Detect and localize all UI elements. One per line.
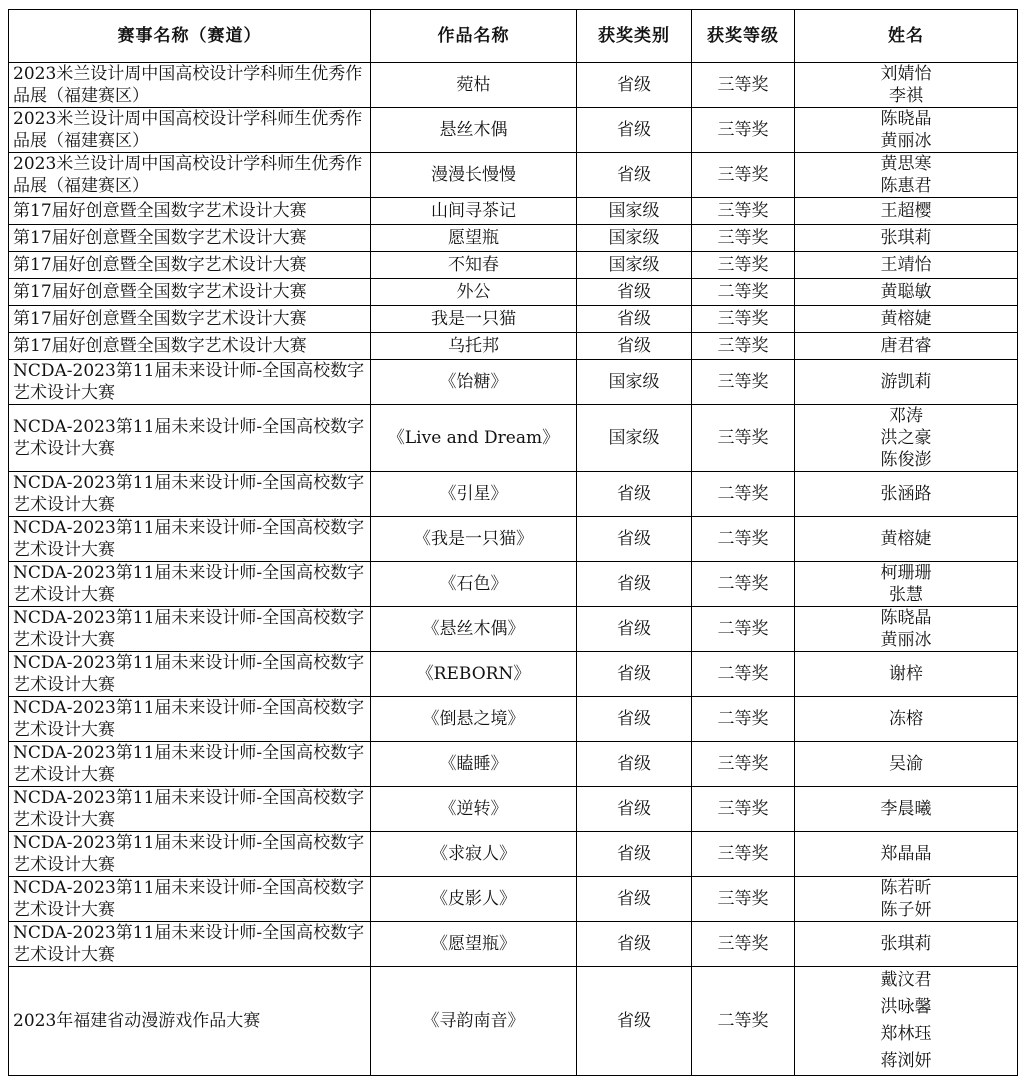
person-name: 郑林珏 [880, 1024, 932, 1044]
cell-work: 《皮影人》 [371, 877, 577, 922]
person-name: 陈若昕 [880, 878, 932, 898]
cell-names [795, 472, 1018, 517]
header-work: 作品名称 [371, 10, 577, 63]
cell-category: 国家级 [577, 360, 692, 405]
cell-work: 我是一只猫 [371, 306, 577, 333]
cell-work: 菀枯 [371, 63, 577, 108]
person-name: 李晨曦 [880, 799, 932, 819]
cell-competition: 2023米兰设计周中国高校设计学科师生优秀作品展（福建赛区） [9, 63, 371, 108]
person-name: 陈晓晶 [880, 608, 932, 628]
cell-level: 三等奖 [692, 108, 795, 153]
table-row [9, 153, 1018, 198]
cell-level: 三等奖 [692, 832, 795, 877]
table-row [9, 252, 1018, 279]
cell-work: 《求寂人》 [371, 832, 577, 877]
cell-category: 省级 [577, 517, 692, 562]
cell-names [795, 333, 1018, 360]
cell-competition: 2023米兰设计周中国高校设计学科师生优秀作品展（福建赛区） [9, 153, 371, 198]
cell-names [795, 279, 1018, 306]
table-row [9, 967, 1018, 1076]
person-name: 张慧 [889, 585, 923, 605]
cell-level: 三等奖 [692, 306, 795, 333]
cell-category: 国家级 [577, 198, 692, 225]
person-name: 洪之豪 [880, 428, 932, 448]
table-row [9, 517, 1018, 562]
cell-level: 三等奖 [692, 922, 795, 967]
cell-level: 二等奖 [692, 279, 795, 306]
person-name: 陈子妍 [880, 900, 932, 920]
cell-names [795, 252, 1018, 279]
cell-competition: NCDA-2023第11届未来设计师-全国高校数字艺术设计大赛 [9, 877, 371, 922]
cell-category: 省级 [577, 306, 692, 333]
cell-category: 国家级 [577, 252, 692, 279]
cell-work: 《我是一只猫》 [371, 517, 577, 562]
cell-work: 不知春 [371, 252, 577, 279]
cell-level: 三等奖 [692, 360, 795, 405]
cell-names [795, 225, 1018, 252]
awards-table [8, 9, 1018, 1076]
person-name: 张涵路 [880, 484, 932, 504]
person-name: 游凯莉 [880, 372, 932, 392]
cell-competition: NCDA-2023第11届未来设计师-全国高校数字艺术设计大赛 [9, 697, 371, 742]
cell-work: 漫漫长慢慢 [371, 153, 577, 198]
cell-names [795, 360, 1018, 405]
table-row [9, 787, 1018, 832]
cell-names [795, 922, 1018, 967]
person-name: 黄思寒 [880, 154, 932, 174]
table-row [9, 63, 1018, 108]
cell-level: 二等奖 [692, 607, 795, 652]
cell-competition: NCDA-2023第11届未来设计师-全国高校数字艺术设计大赛 [9, 787, 371, 832]
cell-names [795, 153, 1018, 198]
person-name: 黄榕婕 [880, 309, 932, 329]
person-name: 冻榕 [889, 709, 923, 729]
cell-category: 省级 [577, 877, 692, 922]
table-row [9, 306, 1018, 333]
table-row [9, 108, 1018, 153]
cell-category: 省级 [577, 607, 692, 652]
table-row [9, 360, 1018, 405]
person-name: 戴汶君 [880, 970, 932, 990]
cell-competition: 第17届好创意暨全国数字艺术设计大赛 [9, 252, 371, 279]
table-row [9, 922, 1018, 967]
cell-level: 三等奖 [692, 63, 795, 108]
cell-competition: NCDA-2023第11届未来设计师-全国高校数字艺术设计大赛 [9, 472, 371, 517]
cell-work: 《逆转》 [371, 787, 577, 832]
cell-work: 《悬丝木偶》 [371, 607, 577, 652]
cell-category: 省级 [577, 652, 692, 697]
cell-level: 三等奖 [692, 742, 795, 787]
cell-competition: NCDA-2023第11届未来设计师-全国高校数字艺术设计大赛 [9, 562, 371, 607]
cell-competition: NCDA-2023第11届未来设计师-全国高校数字艺术设计大赛 [9, 922, 371, 967]
cell-names [795, 742, 1018, 787]
person-name: 王靖怡 [880, 255, 932, 275]
cell-category: 省级 [577, 787, 692, 832]
table-row [9, 832, 1018, 877]
cell-competition: 第17届好创意暨全国数字艺术设计大赛 [9, 279, 371, 306]
table-row [9, 279, 1018, 306]
person-name: 黄丽冰 [880, 131, 932, 151]
cell-competition: 第17届好创意暨全国数字艺术设计大赛 [9, 198, 371, 225]
cell-work: 外公 [371, 279, 577, 306]
person-name: 陈惠君 [880, 176, 932, 196]
cell-names [795, 967, 1018, 1076]
header-level: 获奖等级 [692, 10, 795, 63]
cell-category: 国家级 [577, 405, 692, 472]
cell-names [795, 108, 1018, 153]
cell-names [795, 607, 1018, 652]
cell-work: 《引星》 [371, 472, 577, 517]
cell-category: 省级 [577, 63, 692, 108]
cell-level: 三等奖 [692, 225, 795, 252]
cell-level: 二等奖 [692, 652, 795, 697]
cell-level: 二等奖 [692, 967, 795, 1076]
cell-category: 省级 [577, 153, 692, 198]
cell-level: 三等奖 [692, 333, 795, 360]
cell-names [795, 63, 1018, 108]
cell-work: 乌托邦 [371, 333, 577, 360]
cell-category: 省级 [577, 108, 692, 153]
header-row [9, 10, 1018, 63]
cell-level: 二等奖 [692, 517, 795, 562]
person-name: 洪咏馨 [880, 997, 932, 1017]
person-name: 黄榕婕 [880, 529, 932, 549]
header-category: 获奖类别 [577, 10, 692, 63]
table-row [9, 405, 1018, 472]
cell-competition: NCDA-2023第11届未来设计师-全国高校数字艺术设计大赛 [9, 517, 371, 562]
cell-competition: 第17届好创意暨全国数字艺术设计大赛 [9, 333, 371, 360]
person-name: 柯珊珊 [880, 563, 932, 583]
cell-category: 省级 [577, 832, 692, 877]
cell-competition: NCDA-2023第11届未来设计师-全国高校数字艺术设计大赛 [9, 832, 371, 877]
cell-level: 三等奖 [692, 787, 795, 832]
cell-competition: NCDA-2023第11届未来设计师-全国高校数字艺术设计大赛 [9, 652, 371, 697]
cell-names [795, 306, 1018, 333]
cell-work: 《Live and Dream》 [371, 405, 577, 472]
cell-work: 《愿望瓶》 [371, 922, 577, 967]
person-name: 黄聪敏 [880, 282, 932, 302]
cell-category: 国家级 [577, 225, 692, 252]
cell-names [795, 517, 1018, 562]
cell-work: 《寻韵南音》 [371, 967, 577, 1076]
cell-work: 《倒悬之境》 [371, 697, 577, 742]
cell-names [795, 787, 1018, 832]
table-row [9, 697, 1018, 742]
person-name: 蒋浏妍 [880, 1051, 932, 1071]
cell-work: 《饴糖》 [371, 360, 577, 405]
table-row [9, 472, 1018, 517]
cell-level: 二等奖 [692, 472, 795, 517]
person-name: 张琪莉 [880, 228, 932, 248]
table-row [9, 877, 1018, 922]
table-row [9, 742, 1018, 787]
cell-work: 《石色》 [371, 562, 577, 607]
cell-names [795, 697, 1018, 742]
person-name: 唐君睿 [880, 336, 932, 356]
cell-work: 山间寻茶记 [371, 198, 577, 225]
person-name: 黄丽冰 [880, 630, 932, 650]
cell-category: 省级 [577, 279, 692, 306]
table-row [9, 198, 1018, 225]
cell-competition: 2023年福建省动漫游戏作品大赛 [9, 967, 371, 1076]
cell-level: 三等奖 [692, 198, 795, 225]
cell-names [795, 405, 1018, 472]
cell-category: 省级 [577, 562, 692, 607]
cell-category: 省级 [577, 742, 692, 787]
cell-category: 省级 [577, 922, 692, 967]
cell-level: 三等奖 [692, 252, 795, 279]
cell-level: 二等奖 [692, 562, 795, 607]
cell-category: 省级 [577, 697, 692, 742]
person-name: 刘婧怡 [880, 64, 932, 84]
cell-competition: NCDA-2023第11届未来设计师-全国高校数字艺术设计大赛 [9, 607, 371, 652]
cell-category: 省级 [577, 967, 692, 1076]
cell-level: 二等奖 [692, 697, 795, 742]
cell-names [795, 198, 1018, 225]
person-name: 王超樱 [880, 201, 932, 221]
cell-names [795, 652, 1018, 697]
cell-work: 愿望瓶 [371, 225, 577, 252]
cell-names [795, 877, 1018, 922]
cell-category: 省级 [577, 333, 692, 360]
person-name: 张琪莉 [880, 934, 932, 954]
table-row [9, 562, 1018, 607]
cell-competition: 第17届好创意暨全国数字艺术设计大赛 [9, 225, 371, 252]
table-row [9, 333, 1018, 360]
cell-work: 悬丝木偶 [371, 108, 577, 153]
table-row [9, 652, 1018, 697]
cell-competition: NCDA-2023第11届未来设计师-全国高校数字艺术设计大赛 [9, 742, 371, 787]
header-competition: 赛事名称（赛道） [9, 10, 371, 63]
person-name: 陈晓晶 [880, 109, 932, 129]
cell-work: 《REBORN》 [371, 652, 577, 697]
person-name: 李祺 [889, 86, 923, 106]
cell-level: 三等奖 [692, 877, 795, 922]
person-name: 邓涛 [889, 406, 923, 426]
cell-competition: 第17届好创意暨全国数字艺术设计大赛 [9, 306, 371, 333]
cell-level: 三等奖 [692, 153, 795, 198]
person-name: 陈俊澎 [880, 450, 932, 470]
person-name: 郑晶晶 [880, 844, 932, 864]
cell-competition: NCDA-2023第11届未来设计师-全国高校数字艺术设计大赛 [9, 405, 371, 472]
cell-work: 《瞌睡》 [371, 742, 577, 787]
table-body [9, 63, 1018, 1076]
table-row [9, 607, 1018, 652]
cell-competition: 2023米兰设计周中国高校设计学科师生优秀作品展（福建赛区） [9, 108, 371, 153]
cell-category: 省级 [577, 472, 692, 517]
cell-names [795, 562, 1018, 607]
cell-level: 三等奖 [692, 405, 795, 472]
cell-names [795, 832, 1018, 877]
person-name: 谢梓 [889, 664, 923, 684]
person-name: 吴渝 [889, 754, 923, 774]
header-names: 姓名 [795, 10, 1018, 63]
cell-competition: NCDA-2023第11届未来设计师-全国高校数字艺术设计大赛 [9, 360, 371, 405]
table-row [9, 225, 1018, 252]
